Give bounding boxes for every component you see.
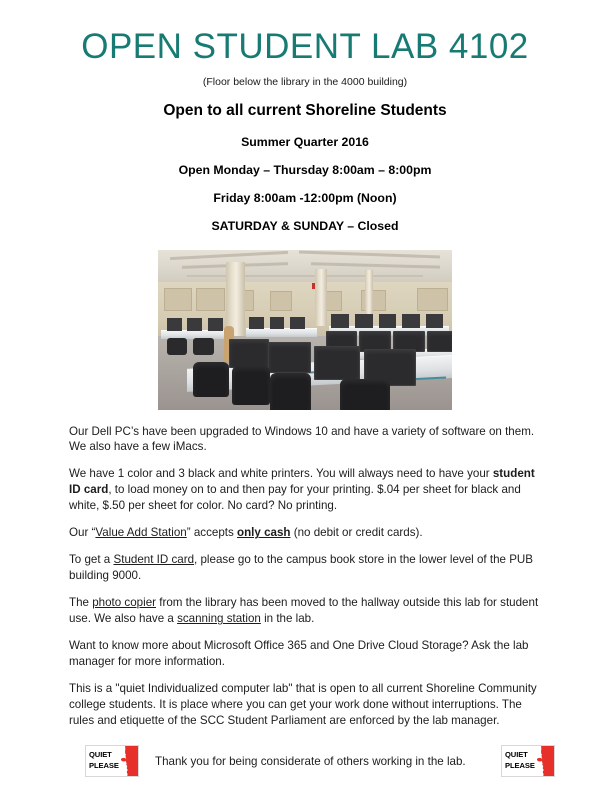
photo-chair [193,338,214,356]
photo-monitor [427,331,452,352]
quiet-please-sign-left [85,745,139,777]
paragraph-student-id [69,552,548,584]
paragraph-quiet-lab-policy [69,681,548,729]
location-note: (Floor below the library in the 4000 building) [202,75,408,88]
photo-monitor [314,346,360,380]
photo-monitor [379,314,397,328]
shushing-face-icon [535,746,554,776]
p3-bold-underline-only-cash: only cash [237,526,291,540]
p6-run1: Want to know more about Microsoft Office 365 and One Drive Cloud Storage? Ask the lab manager for more information. [69,639,529,669]
photo-monitor [402,314,420,328]
photo-monitor [331,314,349,328]
hours-line-weekday: Open Monday – Thursday 8:00am – 8:00pm [178,162,432,177]
paragraph-office365 [69,638,548,670]
p3-run2: ” accepts [186,526,238,540]
flyer-body [0,424,610,730]
p4-run1: To get a [69,553,114,567]
p4-underline-student-id-card: Student ID card [113,553,195,567]
quarter-label: Summer Quarter 2016 [241,134,369,149]
photo-monitor [249,317,264,330]
photo-wall-panel [270,291,293,311]
paragraph-printers [69,466,548,514]
photo-wall-panel [196,288,224,311]
eligibility-headline: Open to all current Shoreline Students [163,101,447,119]
shushing-face-icon [119,746,138,776]
photo-monitor [290,317,305,330]
p5-run3: in the lab. [260,612,315,626]
quiet-sign-line1-right: QUIET [505,750,528,760]
photo-chair [232,366,270,404]
photo-chair [270,373,311,410]
lab-photo [158,250,452,410]
quiet-please-sign-right [501,745,555,777]
p5-run2: from the library has been moved to the hallway outside this lab for student use. We also have a [69,596,539,626]
photo-ceiling-beam [187,275,422,277]
photo-wall-panel [164,288,192,311]
photo-monitor [167,318,182,331]
p5-underline-scanning-station: scanning station [177,612,261,626]
quiet-sign-text-left [89,750,119,771]
p3-underline-value-add-station: Value Add Station [95,526,187,540]
p1-run1: Our Dell PC’s have been upgraded to Windows 10 and have a variety of software on them. We also have a few iMacs. [69,424,535,454]
p5-underline-photo-copier: photo copier [92,596,157,610]
page-title: OPEN STUDENT LAB 4102 [81,27,529,66]
p4-run2: , please go to the campus book store in the lower level of the PUB building 9000. [69,553,534,583]
photo-chair [193,362,228,397]
photo-monitor [270,317,285,330]
photo-chair [167,338,188,356]
hours-line-friday: Friday 8:00am -12:00pm (Noon) [213,190,397,205]
hours-line-weekend: SATURDAY & SUNDAY – Closed [211,218,399,233]
paragraph-copier-scanner [69,595,548,627]
p2-run2: , to load money on to and then pay for your printing. $.04 per sheet for black and white, $.50 per sheet for color. No card? No printing. [69,483,521,513]
p7-run1: This is a "quiet Individualized computer lab" that is open to all current Shoreline Community college students. It is place where you can get your work done without interruptions. The rules and etiquette of the SCC Student Parliament are enforced by the lab manager. [69,682,537,728]
thank-you-message: Thank you for being considerate of others working in the lab. [155,754,466,768]
quiet-sign-line2-right: PLEASE [505,760,535,770]
p2-bold-student-id-card: student ID card [69,467,535,497]
quiet-sign-line2-left: PLEASE [89,760,119,770]
photo-chair [340,379,390,409]
photo-monitor [355,314,373,328]
footer-row [0,745,610,777]
quiet-sign-line1-left: QUIET [89,750,112,760]
paragraph-value-add-station [69,525,548,541]
photo-monitor [426,314,444,328]
photo-monitor [268,342,311,373]
p3-run3: (no debit or credit cards). [290,526,423,540]
p3-run1: Our “ [69,526,96,540]
quiet-sign-text-right [505,750,535,771]
flyer-header [0,0,610,233]
lab-photo-wrapper [158,250,452,410]
photo-monitor [187,318,202,331]
photo-monitor [208,318,223,331]
footer-right-group [501,745,555,777]
photo-monitor [229,339,269,368]
photo-column [315,269,327,327]
paragraph-computers [69,424,548,456]
photo-wall-panel [417,288,448,311]
p2-run1: We have 1 color and 3 black and white printers. You will always need to have your [69,467,493,481]
p5-run1: The [69,596,93,610]
